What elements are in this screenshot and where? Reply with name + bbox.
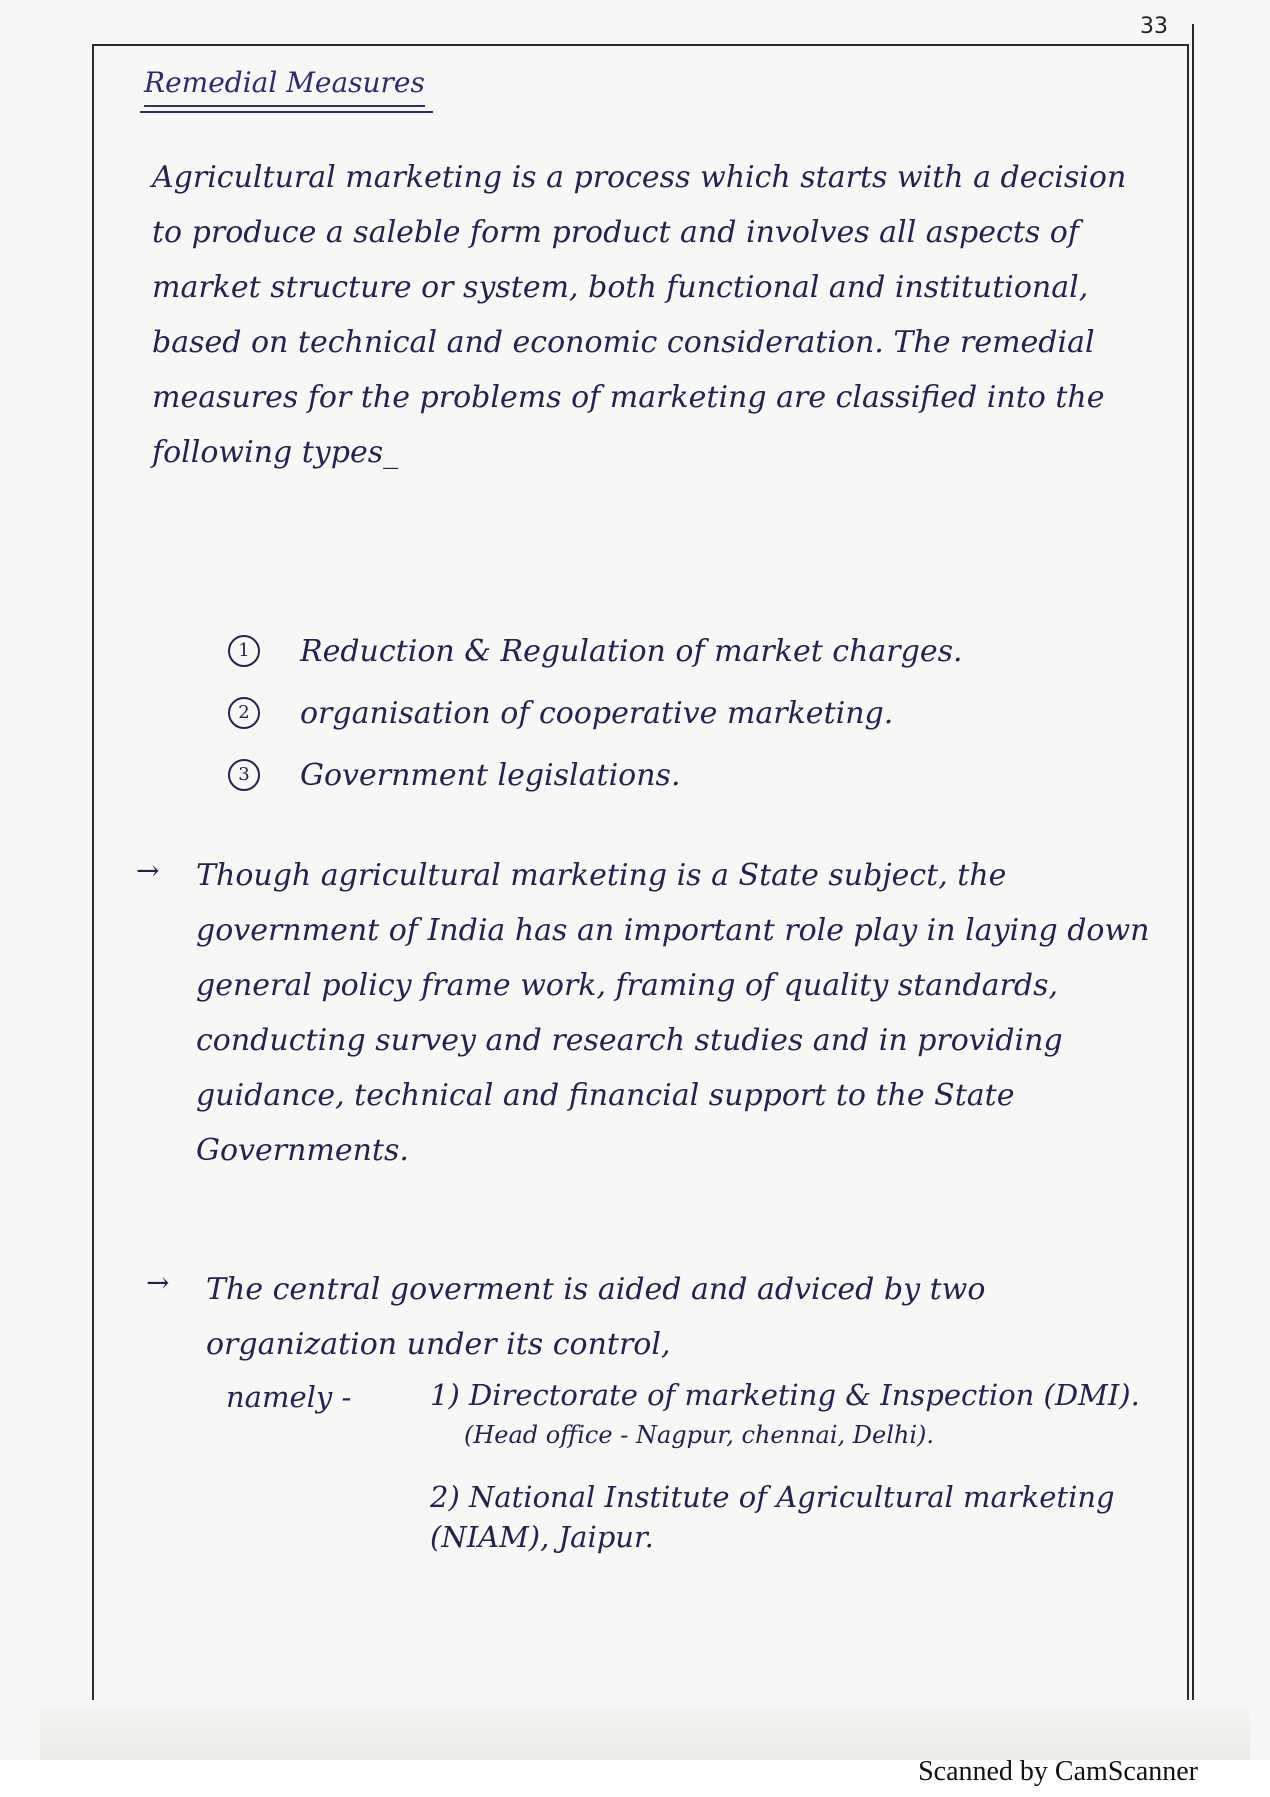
arrow-icon: →	[146, 1266, 170, 1299]
page-number: 33	[1140, 14, 1168, 39]
intro-paragraph: Agricultural marketing is a process which starts with a decision to produce a saleble form product and involves all aspects of market structure or system, both functional and institutional, based on technical and economic consideration. The remedial measures for the problems of marketing are classified into the following types_	[152, 160, 1127, 470]
item-number: 2	[228, 697, 260, 729]
organizations-list	[430, 1375, 1200, 1579]
remedial-types-list	[228, 620, 1148, 806]
scan-shadow	[40, 1700, 1250, 1760]
item-text: Reduction & Regulation of market charges.	[300, 633, 963, 669]
organization-item	[430, 1477, 1200, 1557]
namely-label: namely -	[226, 1380, 352, 1414]
organization-label: 1) Directorate of marketing & Inspection (DMI).	[430, 1378, 1140, 1412]
organization-note: (Head office - Nagpur, chennai, Delhi).	[464, 1421, 935, 1449]
point-paragraph-1: Though agricultural marketing is a State subject, the government of India has an important role play in laying down general policy frame work, framing of quality standards, conducting survey and research studies and in providing guidance, technical and financial support to the State Governments.	[196, 858, 1150, 1168]
list-item	[228, 682, 1148, 744]
point-paragraph-2: The central goverment is aided and adviced by two organization under its control,	[206, 1272, 986, 1362]
item-number: 1	[228, 635, 260, 667]
arrow-icon: →	[136, 854, 160, 887]
section-heading: Remedial Measures	[144, 66, 425, 107]
item-number: 3	[228, 759, 260, 791]
list-item	[228, 744, 1148, 806]
item-text: organisation of cooperative marketing.	[300, 695, 894, 731]
organization-item	[430, 1375, 1200, 1455]
scanner-watermark: Scanned by CamScanner	[918, 1756, 1198, 1787]
organization-label: 2) National Institute of Agricultural marketing (NIAM), Jaipur.	[430, 1480, 1115, 1554]
list-item	[228, 620, 1148, 682]
item-text: Government legislations.	[300, 757, 681, 793]
